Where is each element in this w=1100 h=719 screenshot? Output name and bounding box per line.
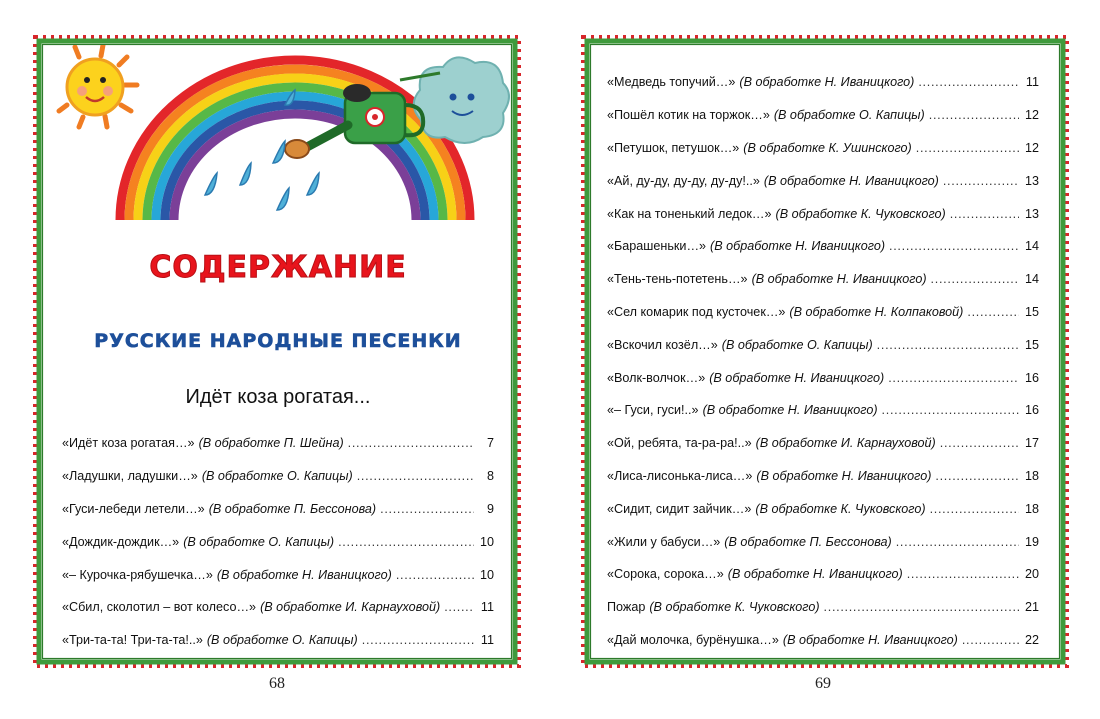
toc-entry-title: «Как на тоненький ледок…»	[607, 206, 772, 221]
toc-entry-title: «Сел комарик под кусточек…»	[607, 304, 786, 319]
toc-entry-note: (В обработке Н. Иваницкого)	[756, 468, 932, 483]
toc-entry-title: «Идёт коза рогатая…»	[62, 436, 195, 451]
toc-entry-title: Пожар	[607, 600, 646, 615]
toc-entry	[607, 132, 1039, 165]
toc-leader-dots	[962, 633, 1019, 647]
toc-entry-title: «Лиса-лисонька-лиса…»	[607, 468, 753, 483]
cloud-icon	[414, 57, 509, 143]
rainbow-illustration	[45, 45, 515, 235]
toc-entry-page: 9	[486, 501, 494, 516]
toc-entry-title: «Гуси-лебеди летели…»	[62, 501, 205, 516]
toc-entry	[62, 525, 494, 558]
toc-entry	[607, 460, 1039, 493]
toc-leader-dots	[824, 600, 1019, 614]
toc-entry	[607, 328, 1039, 361]
toc-entry-page: 7	[486, 436, 494, 451]
page-number-left: 68	[269, 675, 285, 692]
toc-entry	[62, 493, 494, 526]
toc-leader-dots	[929, 108, 1019, 122]
toc-entry-page: 10	[479, 567, 494, 582]
toc-entry-page: 13	[1024, 173, 1039, 188]
toc-entry	[607, 99, 1039, 132]
toc-entry	[607, 427, 1039, 460]
toc-entry-note: (В обработке Н. Иваницкого)	[710, 239, 886, 254]
toc-leader-dots	[950, 207, 1019, 221]
toc-leader-dots	[396, 568, 474, 582]
toc-entry-title: «Три-та-та! Три-та-та!..»	[62, 633, 203, 648]
toc-entry	[607, 591, 1039, 624]
toc-leader-dots	[930, 502, 1019, 516]
toc-entry-page: 15	[1024, 337, 1039, 352]
toc-list-left	[62, 427, 494, 657]
toc-leader-dots	[348, 436, 474, 450]
toc-entry	[62, 460, 494, 493]
toc-entry-title: «Дождик-дождик…»	[62, 534, 180, 549]
toc-entry	[607, 230, 1039, 263]
toc-entry-title: «Жили у бабуси…»	[607, 534, 721, 549]
toc-leader-dots	[918, 75, 1019, 89]
toc-leader-dots	[907, 567, 1019, 581]
toc-leader-dots	[380, 502, 474, 516]
toc-entry-title: «Волк-волчок…»	[607, 370, 706, 385]
toc-entry-title: «Пошёл котик на торжок…»	[607, 108, 770, 123]
toc-entry-page: 12	[1024, 108, 1039, 123]
toc-leader-dots	[889, 239, 1019, 253]
toc-entry	[607, 558, 1039, 591]
toc-entry-page: 14	[1024, 239, 1039, 254]
section-title: РУССКИЕ НАРОДНЫЕ ПЕСЕНКИ	[94, 330, 462, 352]
toc-entry-note: (В обработке Н. Иваницкого)	[763, 173, 939, 188]
toc-entry	[607, 361, 1039, 394]
toc-entry-title: «Вскочил козёл…»	[607, 337, 718, 352]
toc-entry-note: (В обработке О. Капицы)	[206, 633, 358, 648]
page-number-right: 69	[815, 675, 831, 692]
toc-entry	[62, 624, 494, 657]
toc-entry	[607, 296, 1039, 329]
toc-entry-title: «Сорока, сорока…»	[607, 567, 724, 582]
toc-entry-note: (В обработке К. Ушинского)	[743, 140, 912, 155]
toc-leader-dots	[935, 469, 1019, 483]
toc-entry	[607, 197, 1039, 230]
toc-entry-note: (В обработке О. Капицы)	[773, 108, 925, 123]
toc-leader-dots	[888, 371, 1019, 385]
toc-entry	[607, 164, 1039, 197]
toc-entry	[62, 558, 494, 591]
toc-entry-note: (В обработке И. Карнауховой)	[260, 600, 441, 615]
toc-entry-note: (В обработке К. Чуковского)	[755, 501, 926, 516]
toc-entry-page: 11	[480, 600, 494, 615]
toc-leader-dots	[931, 272, 1019, 286]
toc-entry-title: «Дай молочка, бурёнушка…»	[607, 632, 779, 647]
toc-entry-note: (В обработке К. Чуковского)	[775, 206, 946, 221]
page-title: СОДЕРЖАНИЕ	[149, 250, 407, 285]
toc-entry-note: (В обработке Н. Иваницкого)	[751, 272, 927, 287]
toc-leader-dots	[967, 305, 1019, 319]
sun-icon	[59, 45, 137, 127]
toc-entry-note: (В обработке Н. Иваницкого)	[782, 632, 958, 647]
toc-entry-note: (В обработке П. Бессонова)	[724, 534, 892, 549]
toc-list-right	[607, 66, 1039, 656]
toc-leader-dots	[916, 141, 1019, 155]
toc-entry-page: 18	[1024, 468, 1039, 483]
toc-entry	[607, 66, 1039, 99]
toc-entry-title: «Сидит, сидит зайчик…»	[607, 501, 752, 516]
toc-entry-page: 10	[479, 534, 494, 549]
toc-entry-note: (В обработке О. Капицы)	[183, 534, 335, 549]
toc-leader-dots	[362, 633, 474, 647]
toc-leader-dots	[357, 469, 474, 483]
toc-entry-title: «Ай, ду-ду, ду-ду, ду-ду!..»	[607, 173, 760, 188]
toc-entry-page: 19	[1024, 534, 1039, 549]
toc-entry-page: 22	[1024, 632, 1039, 647]
toc-entry-note: (В обработке П. Шейна)	[198, 436, 344, 451]
toc-entry-note: (В обработке К. Чуковского)	[649, 600, 820, 615]
toc-entry-note: (В обработке Н. Иваницкого)	[702, 403, 878, 418]
toc-entry-page: 20	[1024, 567, 1039, 582]
toc-entry-title: «Ладушки, ладушки…»	[62, 469, 198, 484]
toc-entry-title: «Ой, ребята, та-ра-ра!..»	[607, 436, 752, 451]
toc-entry-page: 16	[1024, 370, 1039, 385]
toc-entry-page: 16	[1024, 403, 1039, 418]
toc-entry	[607, 492, 1039, 525]
toc-entry-page: 21	[1024, 600, 1039, 615]
subsection-title: Идёт коза рогатая...	[185, 386, 371, 408]
toc-entry	[607, 394, 1039, 427]
toc-leader-dots	[338, 535, 474, 549]
toc-entry-page: 12	[1024, 140, 1039, 155]
toc-entry-page: 18	[1024, 501, 1039, 516]
toc-entry-page: 11	[1025, 75, 1039, 90]
toc-entry-title: «Сбил, сколотил – вот колесо…»	[62, 600, 257, 615]
toc-entry-title: «Тень-тень-потетень…»	[607, 272, 748, 287]
toc-entry	[62, 427, 494, 460]
toc-entry-note: (В обработке П. Бессонова)	[208, 501, 377, 516]
toc-entry-note: (В обработке Н. Иваницкого)	[216, 567, 392, 582]
toc-entry-title: «Медведь топучий…»	[607, 75, 736, 90]
toc-entry-note: (В обработке Н. Иваницкого)	[709, 370, 885, 385]
toc-entry-note: (В обработке О. Капицы)	[201, 469, 353, 484]
toc-entry	[607, 263, 1039, 296]
toc-leader-dots	[444, 600, 474, 614]
toc-entry-page: 11	[480, 633, 494, 648]
toc-entry-note: (В обработке Н. Иваницкого)	[727, 567, 903, 582]
toc-entry-note: (В обработке И. Карнауховой)	[755, 436, 936, 451]
toc-entry-page: 15	[1024, 304, 1039, 319]
toc-leader-dots	[877, 338, 1019, 352]
toc-entry	[62, 591, 494, 624]
toc-leader-dots	[940, 436, 1019, 450]
toc-entry-page: 13	[1024, 206, 1039, 221]
toc-entry-page: 14	[1024, 272, 1039, 287]
toc-entry-title: «Барашеньки…»	[607, 239, 707, 254]
toc-entry-page: 17	[1024, 436, 1039, 451]
toc-entry-note: (В обработке Н. Колпаковой)	[789, 304, 964, 319]
toc-entry-title: «Петушок, петушок…»	[607, 140, 740, 155]
toc-entry	[607, 624, 1039, 657]
toc-entry-page: 8	[486, 469, 494, 484]
toc-leader-dots	[896, 535, 1019, 549]
toc-entry-title: «– Гуси, гуси!..»	[607, 403, 699, 418]
toc-entry-title: «– Курочка-рябушечка…»	[62, 567, 213, 582]
toc-entry-note: (В обработке О. Капицы)	[721, 337, 873, 352]
toc-entry-note: (В обработке Н. Иваницкого)	[739, 75, 915, 90]
toc-leader-dots	[882, 403, 1019, 417]
toc-entry	[607, 525, 1039, 558]
toc-leader-dots	[943, 174, 1019, 188]
